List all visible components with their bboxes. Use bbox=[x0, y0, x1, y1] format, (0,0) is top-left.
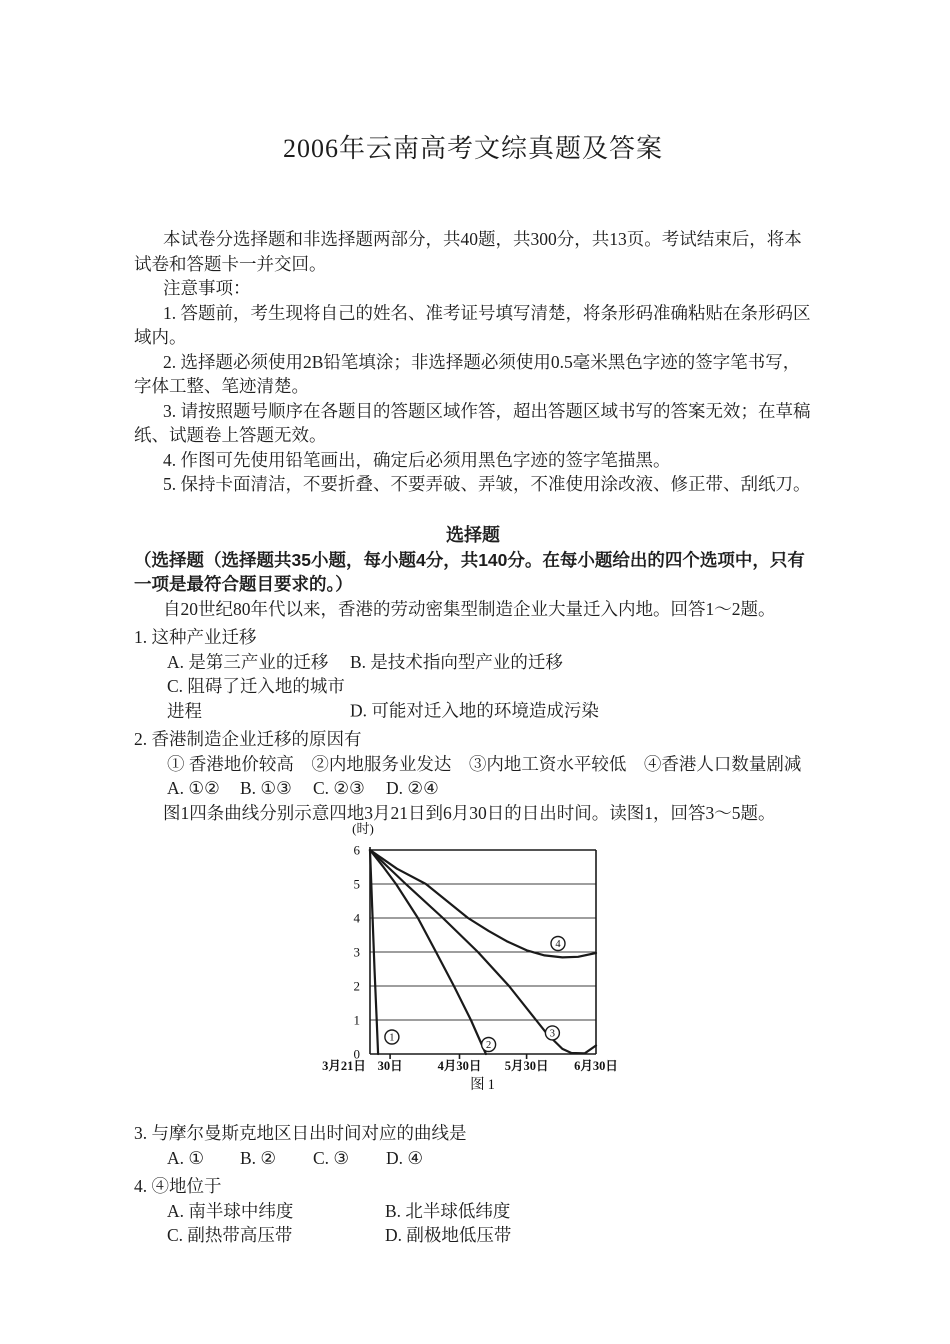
q2-options-row bbox=[134, 776, 812, 801]
q1-options-row-2 bbox=[134, 674, 812, 723]
q4-options-row-1 bbox=[134, 1199, 812, 1224]
figure-caption: 图1 bbox=[470, 1077, 498, 1093]
q4-stem: 4. ④地位于 bbox=[134, 1176, 222, 1196]
question-3 bbox=[134, 1121, 812, 1170]
q1-option-b: B. 是技术指向型产业的迁移 bbox=[350, 651, 563, 672]
intro-paragraph: 本试卷分选择题和非选择题两部分，共40题，共300分，共13页。考试结束后，将本试卷和答题卡一并交回。 bbox=[134, 229, 802, 274]
q3-option-c: C. ③ bbox=[313, 1147, 350, 1168]
q2-stem: 2. 香港制造企业迁移的原因有 bbox=[134, 729, 362, 749]
q1-option-d: D. 可能对迁入地的环境造成污染 bbox=[350, 700, 599, 721]
curve-label-4: 4 bbox=[555, 939, 561, 951]
section-header: 选择题 bbox=[446, 524, 500, 545]
notice-item-1: 1. 答题前，考生现将自己的姓名、准考证号填写清楚，将条形码准确粘贴在条形码区域内。 bbox=[134, 302, 811, 347]
y-axis-unit-label: (时) bbox=[352, 821, 374, 836]
notice-item-5: 5. 保持卡面清洁，不要折叠、不要弄破、弄皱，不准使用涂改液、修正带、刮纸刀。 bbox=[163, 474, 811, 494]
q1-options-row-1 bbox=[134, 650, 812, 675]
question-4 bbox=[134, 1174, 812, 1248]
y-tick-label: 5 bbox=[353, 876, 360, 892]
curve-label-3: 3 bbox=[549, 1028, 556, 1040]
x-tick-label: 4月30日 bbox=[437, 1059, 482, 1073]
document-content bbox=[134, 0, 812, 1248]
x-tick-label: 5月30日 bbox=[504, 1059, 549, 1073]
q2-sub-options: ① 香港地价较高 ②内地服务业发达 ③内地工资水平较低 ④香港人口数量剧减 bbox=[167, 753, 802, 774]
q3-option-a: A. ① bbox=[167, 1147, 205, 1168]
q1-option-c: C. 阻碍了迁入地的城市进程 bbox=[167, 676, 345, 721]
q4-option-c: C. 副热带高压带 bbox=[167, 1225, 293, 1245]
y-tick-label: 4 bbox=[353, 910, 360, 926]
q3-stem: 3. 与摩尔曼斯克地区日出时间对应的曲线是 bbox=[134, 1123, 467, 1143]
q4-option-d: D. 副极地低压带 bbox=[385, 1225, 512, 1245]
y-tick-label: 6 bbox=[353, 842, 360, 858]
notice-item-3: 3. 请按照题号顺序在各题目的答题区域作答，超出答题区域书写的答案无效；在草稿纸、试题卷上答题无效。 bbox=[134, 400, 811, 445]
q4-option-b: B. 北半球低纬度 bbox=[385, 1200, 511, 1221]
q1-stem: 1. 这种产业迁移 bbox=[134, 627, 257, 647]
q4-option-a: A. 南半球中纬度 bbox=[167, 1200, 294, 1221]
q2-option-b: B. ①③ bbox=[240, 778, 292, 798]
question-2 bbox=[134, 727, 812, 801]
q2-option-a: A. ①② bbox=[167, 778, 220, 798]
page-title: 2006年云南高考文综真题及答案 bbox=[282, 134, 663, 163]
lead-questions-3-5: 图1四条曲线分别示意四地3月21日到6月30日的日出时间。读图1，回答3～5题。 bbox=[163, 802, 776, 823]
figure-1 bbox=[134, 821, 812, 1107]
notice-heading: 注意事项： bbox=[163, 278, 251, 298]
q1-option-a: A. 是第三产业的迁移 bbox=[167, 651, 329, 672]
sunrise-time-chart bbox=[300, 819, 630, 1109]
q3-options-row bbox=[134, 1146, 812, 1171]
x-tick-label: 3月21日 bbox=[322, 1059, 366, 1073]
x-tick-label: 6月30日 bbox=[574, 1059, 618, 1073]
section-instructions: （选择题（选择题共35小题，每小题4分，共140分。在每小题给出的四个选项中，只有一项是最符合题目要求的。） bbox=[134, 549, 805, 594]
q4-options-row-2 bbox=[134, 1223, 812, 1248]
curve-label-1: 1 bbox=[389, 1032, 395, 1044]
y-tick-label: 3 bbox=[353, 944, 360, 960]
question-1 bbox=[134, 625, 812, 723]
y-tick-label: 1 bbox=[353, 1012, 360, 1028]
curve-label-2: 2 bbox=[485, 1040, 492, 1052]
y-tick-label: 0 bbox=[353, 1046, 360, 1062]
q2-option-d: D. ②④ bbox=[386, 778, 439, 798]
q3-option-b: B. ② bbox=[240, 1147, 277, 1168]
q3-option-d: D. ④ bbox=[386, 1147, 424, 1168]
x-tick-label: 30日 bbox=[377, 1059, 403, 1073]
notice-item-2: 2. 选择题必须使用2B铅笔填涂；非选择题必须使用0.5毫米黑色字迹的签字笔书写，字体工整、笔迹清楚。 bbox=[134, 351, 801, 396]
notice-item-4: 4. 作图可先使用铅笔画出，确定后必须用黑色字迹的签字笔描黑。 bbox=[163, 449, 671, 470]
q2-option-c: C. ②③ bbox=[313, 778, 365, 798]
y-tick-label: 2 bbox=[353, 978, 360, 994]
lead-questions-1-2: 自20世纪80年代以来，香港的劳动密集型制造企业大量迁入内地。回答1～2题。 bbox=[163, 598, 776, 619]
